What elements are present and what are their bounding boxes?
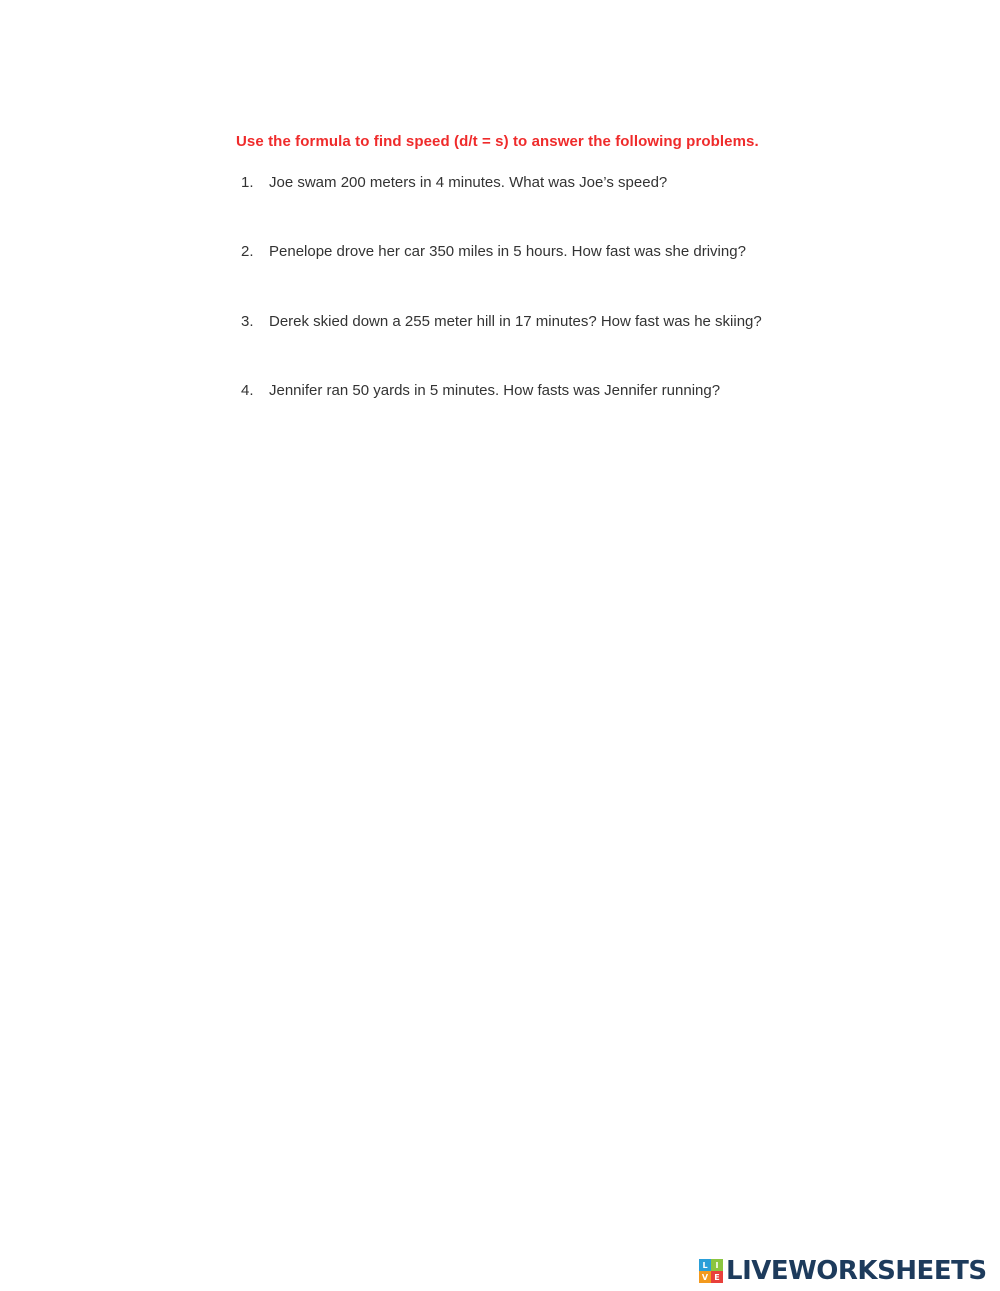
liveworksheets-logo [699, 1257, 987, 1285]
liveworksheets-logo-icon [699, 1259, 723, 1283]
problem-text: Derek skied down a 255 meter hill in 17 minutes? How fast was he skiing? [269, 313, 762, 330]
logo-tile-l: L [699, 1259, 711, 1271]
problem-text: Joe swam 200 meters in 4 minutes. What was Joe’s speed? [269, 174, 668, 191]
problem-item [241, 243, 746, 260]
problem-item [241, 313, 762, 330]
brand-name: LIVEWORKSHEETS [726, 1256, 987, 1286]
problem-text: Penelope drove her car 350 miles in 5 hours. How fast was she driving? [269, 243, 746, 260]
instruction-heading: Use the formula to find speed (d/t = s) to answer the following problems. [236, 133, 759, 150]
problem-number: 1. [241, 174, 254, 191]
problem-number: 2. [241, 243, 254, 260]
logo-tile-i: I [711, 1259, 723, 1271]
logo-tile-e: E [711, 1271, 723, 1283]
problem-text: Jennifer ran 50 yards in 5 minutes. How fasts was Jennifer running? [269, 382, 721, 399]
problem-item [241, 382, 720, 399]
problem-number: 3. [241, 313, 254, 330]
problem-item [241, 174, 667, 191]
problem-number: 4. [241, 382, 254, 399]
logo-tile-v: V [699, 1271, 711, 1283]
